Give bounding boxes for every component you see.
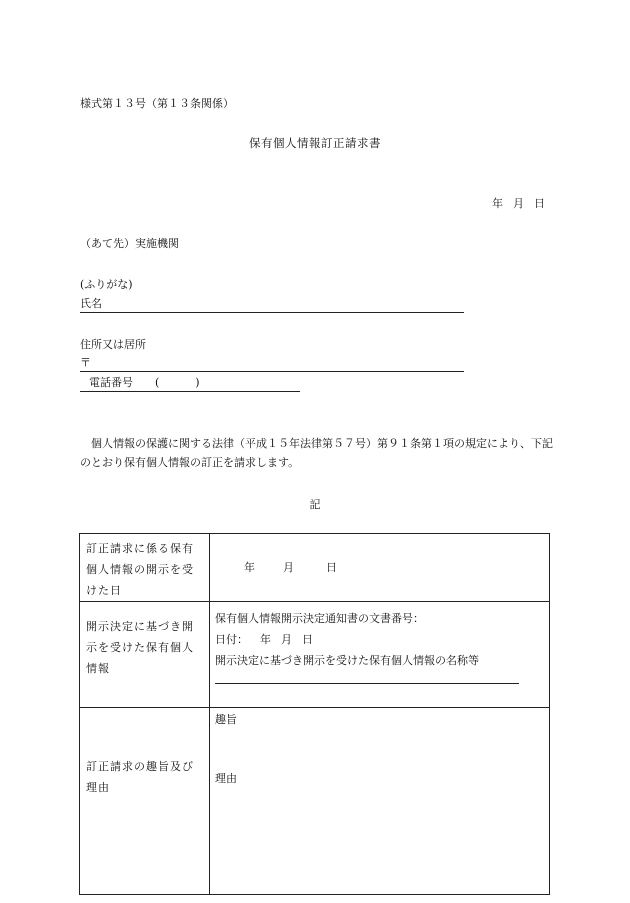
ki-heading: 記 — [309, 498, 321, 511]
correction-reason-label: 訂正請求の趣旨及び理由 — [80, 708, 210, 895]
disclosure-day-label: 日 — [326, 561, 337, 574]
request-statement: 個人情報の保護に関する法律（平成１５年法律第５７号）第９１条第１項の規定により、下記のとおり保有個人情報の訂正を請求します。 — [80, 437, 553, 470]
phone-field[interactable] — [80, 377, 300, 392]
phone-paren-close: ) — [195, 376, 200, 389]
document-title: 保有個人情報訂正請求書 — [249, 136, 381, 150]
table-row-disclosure-date — [80, 534, 550, 602]
disclosed-info-cell[interactable] — [210, 602, 550, 708]
table-row-correction-reason — [80, 708, 550, 895]
gist-label: 趣旨 — [215, 713, 237, 726]
recipient: （あて先）実施機関 — [80, 237, 179, 250]
disclosed-info-name-field[interactable] — [215, 683, 519, 684]
phone-paren-open: ( — [155, 376, 160, 389]
notice-date — [215, 634, 313, 645]
form-number: 様式第１３号（第１３条関係） — [80, 97, 234, 110]
notice-date-label: 日付： — [215, 633, 248, 646]
notice-number-label: 保有個人情報開示決定通知書の文書番号： — [215, 612, 424, 625]
furigana-label: (ふりがな) — [80, 278, 133, 291]
notice-month-label: 月 — [281, 633, 292, 646]
disclosure-year-label: 年 — [244, 561, 255, 574]
postal-mark: 〒 — [80, 356, 91, 369]
phone-label: 電話番号 — [89, 376, 133, 389]
disclosure-date-cell[interactable] — [210, 534, 550, 602]
name-label: 氏名 — [80, 297, 102, 310]
correction-reason-cell[interactable] — [210, 708, 550, 895]
date-day-label: 日 — [534, 197, 545, 210]
disclosed-info-name-label: 開示決定に基づき開示を受けた保有個人情報の名称等 — [215, 654, 479, 667]
disclosure-date-value — [244, 559, 337, 575]
address-label: 住所又は居所 — [80, 338, 146, 351]
disclosure-date-label: 訂正請求に係る保有個人情報の開示を受けた日 — [80, 534, 210, 602]
table-row-disclosed-info — [80, 602, 550, 708]
disclosure-month-label: 月 — [283, 561, 294, 574]
request-date — [492, 198, 545, 209]
reason-label: 理由 — [215, 772, 237, 785]
notice-day-label: 日 — [302, 633, 313, 646]
date-year-label: 年 — [492, 197, 503, 210]
notice-year-label: 年 — [260, 633, 271, 646]
date-month-label: 月 — [513, 197, 524, 210]
request-details-table — [79, 533, 550, 895]
disclosed-info-label: 開示決定に基づき開示を受けた保有個人情報 — [80, 602, 210, 708]
address-field[interactable] — [80, 357, 464, 372]
name-field[interactable] — [80, 298, 464, 313]
